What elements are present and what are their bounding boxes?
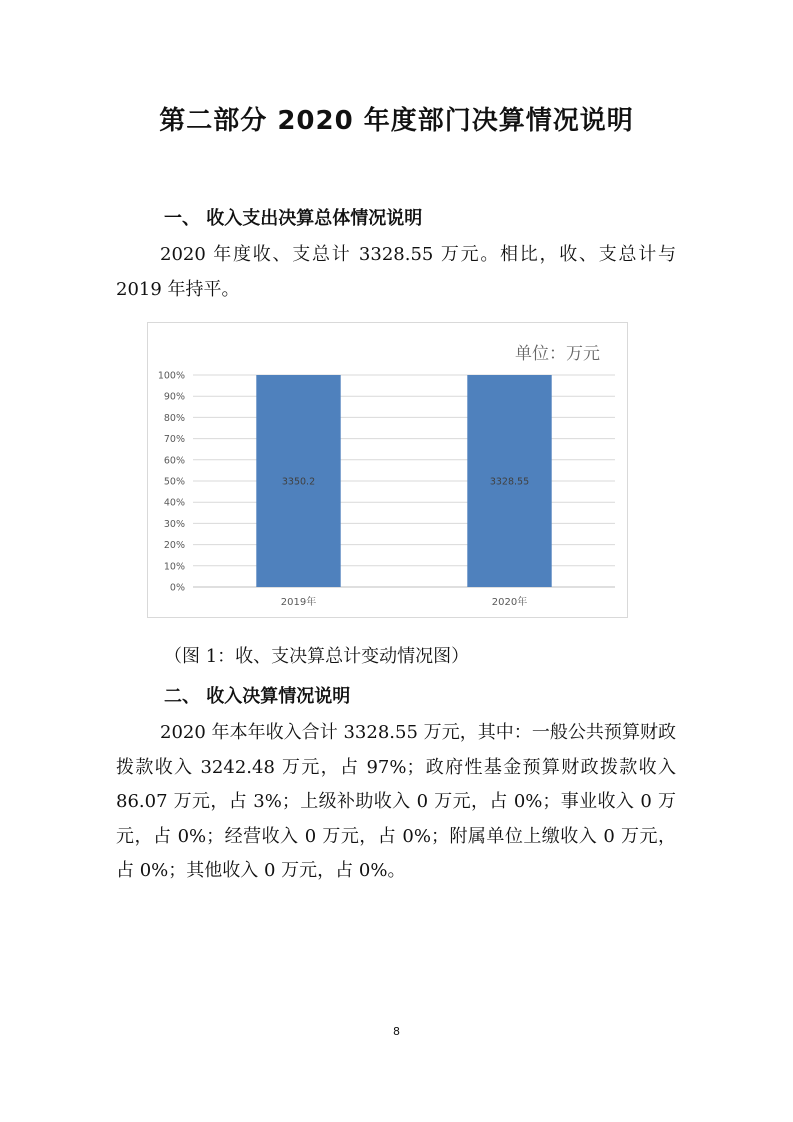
y-tick-label: 100% — [157, 370, 185, 382]
chart-svg — [148, 323, 629, 619]
bar-data-label: 3350.2 — [281, 476, 316, 488]
y-tick-label: 20% — [163, 540, 185, 552]
chart-unit-label: 单位：万元 — [515, 344, 600, 364]
figure-caption: （图 1：收、支决算总计变动情况图） — [164, 646, 470, 667]
income-expense-chart — [147, 322, 628, 618]
bar-data-label: 3328.55 — [489, 476, 530, 488]
y-tick-label: 70% — [163, 434, 185, 446]
y-tick-label: 50% — [163, 476, 185, 488]
chart-gridlines — [193, 375, 615, 587]
y-tick-label: 80% — [163, 412, 185, 424]
y-tick-label: 10% — [163, 561, 185, 573]
x-tick-label: 2019年 — [280, 597, 317, 608]
page-title: 第二部分 2020 年度部门决算情况说明 — [159, 106, 634, 136]
y-tick-label: 90% — [163, 391, 185, 403]
y-tick-label: 40% — [163, 497, 185, 509]
chart-y-axis — [158, 371, 185, 594]
section-2-paragraph: 2020 年本年收入合计 3328.55 万元，其中：一般公共预算财政拨款收入 3242.48 万元，占 97%；政府性基金预算财政拨款收入 86.07 万元，占 3%；上级补助收入 0 万元，占 0%；事业收入 0 万元，占 0%；经营收入 0 万元，占 0%；附属单位上缴收入 0 万元，占 0%；其他收入 0 万元，占 0%。 — [116, 722, 676, 881]
section-heading-2: 二、 收入决算情况说明 — [164, 686, 351, 707]
chart-x-axis — [281, 595, 527, 608]
section-1-paragraph: 2020 年度收、支总计 3328.55 万元。相比，收、支总计与 2019 年持平。 — [116, 244, 676, 300]
x-tick-label: 2020年 — [491, 597, 528, 608]
y-tick-label: 30% — [163, 518, 185, 530]
y-tick-label: 60% — [163, 455, 185, 467]
page-number: 8 — [393, 1025, 400, 1038]
y-tick-label: 0% — [169, 582, 185, 594]
section-heading-1: 一、 收入支出决算总体情况说明 — [164, 208, 423, 229]
